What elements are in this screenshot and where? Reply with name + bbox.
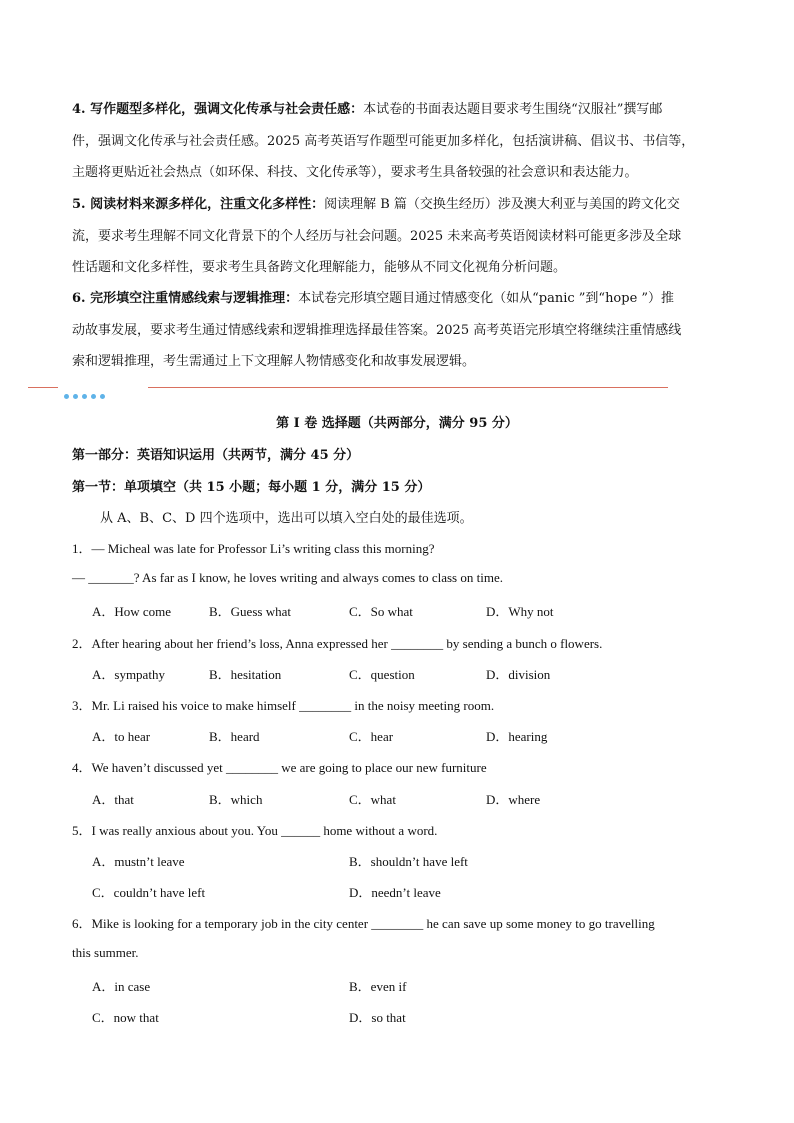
point-6-title: 6. 完形填空注重情感线索与逻辑推理： bbox=[72, 291, 299, 306]
question-6-stem: 6．Mike is looking for a temporary job in the city center ________ he can save up some money to go travelling bbox=[72, 916, 655, 931]
dot-icon bbox=[82, 394, 87, 399]
dot-icon bbox=[100, 394, 105, 399]
q6-option-a[interactable]: A．in case bbox=[92, 979, 151, 994]
section-divider bbox=[28, 386, 668, 390]
volume-title: 第 I 卷 选择题（共两部分，满分 95 分） bbox=[276, 416, 518, 431]
q6-option-c[interactable]: C．now that bbox=[92, 1010, 159, 1025]
q2-option-b[interactable]: B．hesitation bbox=[209, 667, 282, 682]
q4-option-b[interactable]: B．which bbox=[209, 792, 263, 807]
q1-option-b[interactable]: B．Guess what bbox=[209, 604, 291, 619]
question-1-stem-2: — _______? As far as I know, he loves writing and always comes to class on time. bbox=[72, 570, 503, 585]
point-5 bbox=[72, 189, 724, 284]
q5-option-d[interactable]: D．needn’t leave bbox=[349, 885, 441, 900]
q2-option-d[interactable]: D．division bbox=[486, 667, 551, 682]
point-6 bbox=[72, 283, 724, 378]
point-6-line-3: 索和逻辑推理，考生需通过上下文理解人物情感变化和故事发展逻辑。 bbox=[72, 354, 476, 369]
dot-icon bbox=[73, 394, 78, 399]
section-title: 第一节：单项填空（共 15 小题；每小题 1 分，满分 15 分） bbox=[72, 480, 431, 495]
point-4-title: 4. 写作题型多样化，强调文化传承与社会责任感： bbox=[72, 102, 364, 117]
question-3-stem: 3．Mr. Li raised his voice to make himself ________ in the noisy meeting room. bbox=[72, 698, 495, 713]
q3-option-b[interactable]: B．heard bbox=[209, 729, 260, 744]
point-4-line-2: 件，强调文化传承与社会责任感。2025 高考英语写作题型可能更加多样化，包括演讲稿、倡议书、书信等， bbox=[72, 133, 695, 149]
q1-option-d[interactable]: D．Why not bbox=[486, 604, 554, 619]
dot-icon bbox=[64, 394, 69, 399]
point-4 bbox=[72, 94, 724, 189]
part-title: 第一部分：英语知识运用（共两节，满分 45 分） bbox=[72, 448, 360, 463]
q6-option-b[interactable]: B．even if bbox=[349, 979, 407, 994]
q3-option-a[interactable]: A．to hear bbox=[92, 729, 151, 744]
q5-option-b[interactable]: B．shouldn’t have left bbox=[349, 854, 468, 869]
q4-option-a[interactable]: A．that bbox=[92, 792, 134, 807]
q2-option-a[interactable]: A．sympathy bbox=[92, 667, 165, 682]
point-5-title: 5. 阅读材料来源多样化，注重文化多样性： bbox=[72, 197, 325, 212]
point-4-line-1: 本试卷的书面表达题目要求考生围绕“汉服社”撰写邮 bbox=[363, 102, 663, 117]
point-5-line-3: 性话题和文化多样性，要求考生具备跨文化理解能力，能够从不同文化视角分析问题。 bbox=[72, 260, 567, 275]
question-2-stem: 2．After hearing about her friend’s loss, Anna expressed her ________ by sending a bunch o flowers. bbox=[72, 636, 603, 651]
q2-option-c[interactable]: C．question bbox=[349, 667, 415, 682]
q5-option-c[interactable]: C．couldn’t have left bbox=[92, 885, 206, 900]
q4-option-d[interactable]: D．where bbox=[486, 792, 541, 807]
point-5-line-1: 阅读理解 B 篇（交换生经历）涉及澳大利亚与美国的跨文化交 bbox=[324, 197, 680, 212]
point-6-line-2: 动故事发展，要求考生通过情感线索和逻辑推理选择最佳答案。2025 高考英语完形填空将继续注重情感线 bbox=[72, 322, 682, 338]
dot-icon bbox=[91, 394, 96, 399]
q1-option-c[interactable]: C．So what bbox=[349, 604, 413, 619]
instruction: 从 A、B、C、D 四个选项中，选出可以填入空白处的最佳选项。 bbox=[100, 511, 473, 526]
question-4-stem: 4．We haven’t discussed yet ________ we are going to place our new furniture bbox=[72, 760, 487, 775]
point-6-line-1: 本试卷完形填空题目通过情感变化（如从“panic ”到“hope ”）推 bbox=[298, 291, 675, 306]
q3-option-d[interactable]: D．hearing bbox=[486, 729, 548, 744]
question-5-stem: 5．I was really anxious about you. You ______ home without a word. bbox=[72, 823, 438, 838]
point-5-line-2: 流，要求考生理解不同文化背景下的个人经历与社会问题。2025 未来高考英语阅读材料可能更多涉及全球 bbox=[72, 228, 682, 244]
divider-dots bbox=[64, 384, 144, 390]
q1-option-a[interactable]: A．How come bbox=[92, 604, 172, 619]
point-4-line-3: 主题将更贴近社会热点（如环保、科技、文化传承等），要求考生具备较强的社会意识和表达能力。 bbox=[72, 165, 638, 180]
question-6-stem-2: this summer. bbox=[72, 945, 139, 960]
divider-line-right bbox=[148, 387, 668, 388]
question-1-stem: 1．— Micheal was late for Professor Li’s writing class this morning? bbox=[72, 541, 435, 556]
q4-option-c[interactable]: C．what bbox=[349, 792, 396, 807]
q5-option-a[interactable]: A．mustn’t leave bbox=[92, 854, 185, 869]
q3-option-c[interactable]: C．hear bbox=[349, 729, 394, 744]
q6-option-d[interactable]: D．so that bbox=[349, 1010, 406, 1025]
divider-line-left bbox=[28, 387, 58, 388]
